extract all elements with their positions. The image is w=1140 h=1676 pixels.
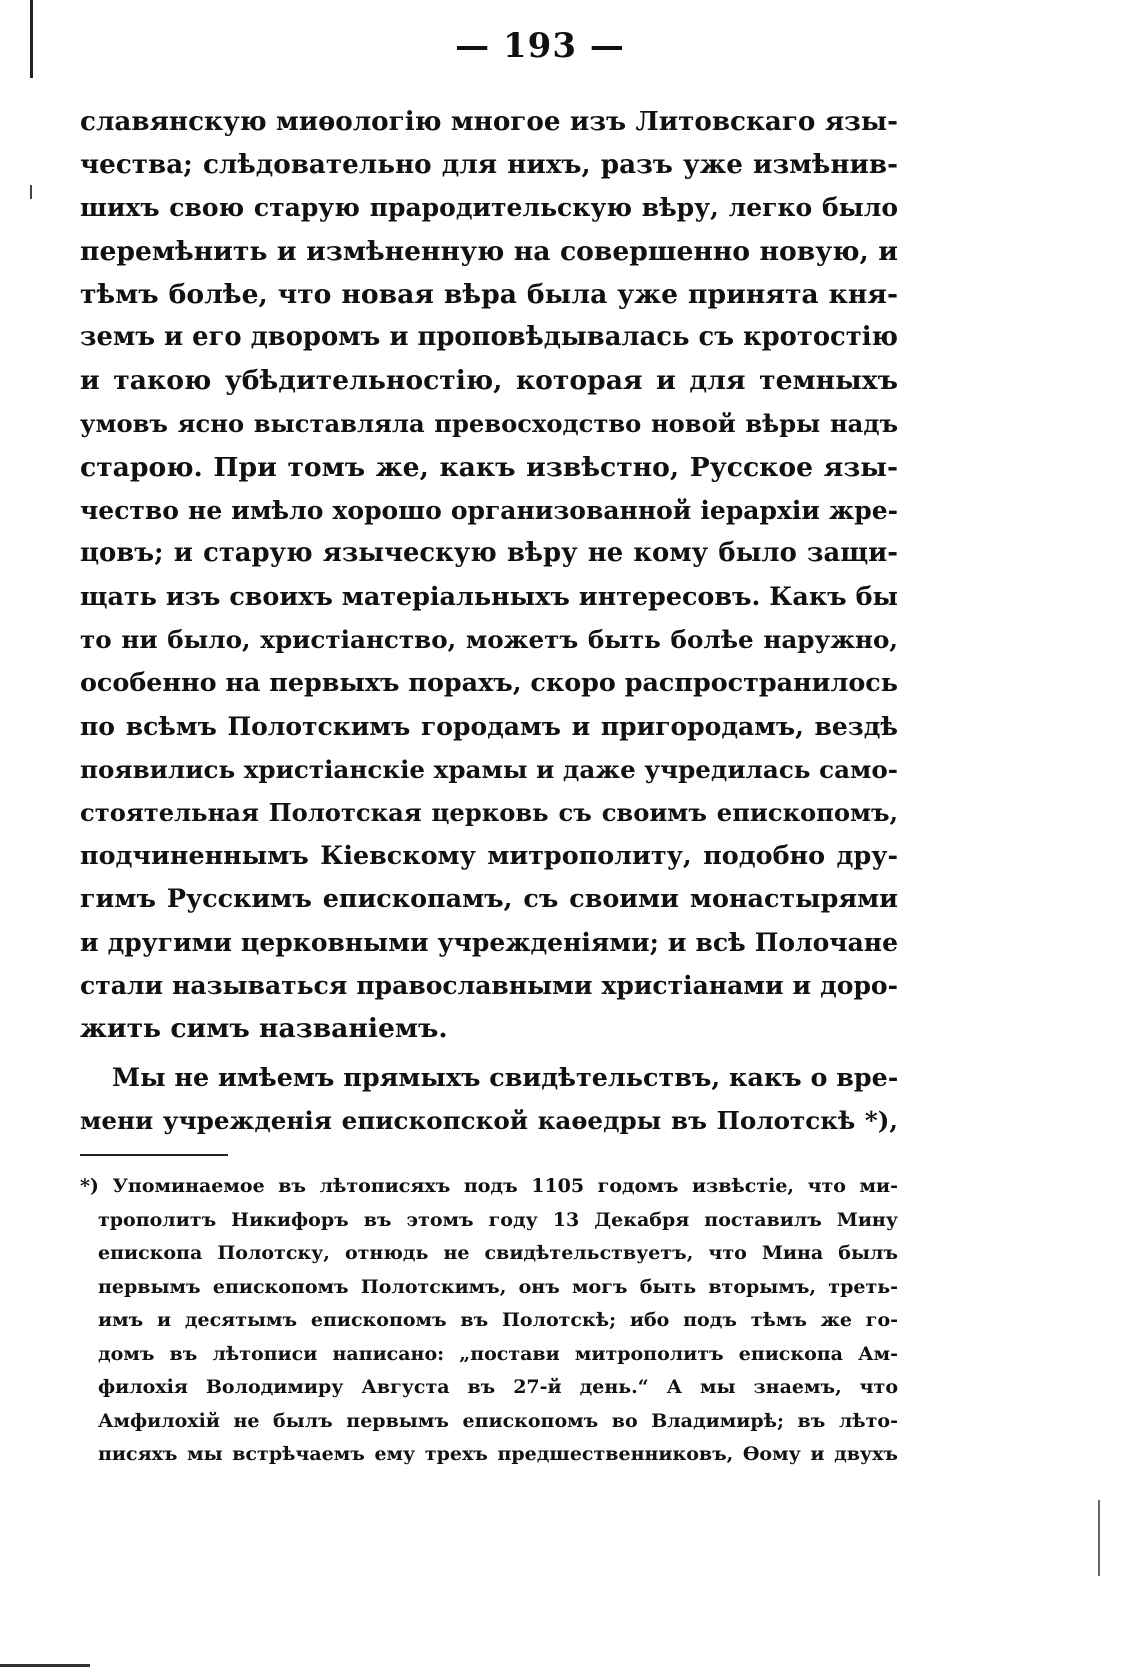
text-line: особенно на первыхъ порахъ, скоро распространилось (80, 667, 898, 698)
page-number: — 193 — (455, 26, 625, 66)
text-line: старою. При томъ же, какъ извѣстно, Русское язы- (80, 451, 898, 483)
text-line: мени учрежденія епископской каѳедры въ Полотскѣ *), (80, 1106, 898, 1136)
footnote-line: филохія Володимиру Августа въ 27-й день.“ А мы знаемъ, что (98, 1376, 898, 1398)
text-line: жить симъ названіемъ. (80, 1012, 448, 1044)
text-line: и такою убѣдительностію, которая и для темныхъ (80, 365, 898, 397)
footnote-line: имъ и десятымъ епископомъ въ Полотскѣ; ибо подъ тѣмъ же го- (98, 1309, 898, 1331)
text-line: стоятельная Полотская церковь съ своимъ епископомъ, (80, 798, 898, 827)
text-line: то ни было, христіанство, можетъ быть болѣе наружно, (80, 625, 898, 655)
text-line: появились христіанскіе храмы и даже учредилась само- (80, 754, 898, 784)
footnote-line: Амфилохій не былъ первымъ епископомъ во Владимирѣ; въ лѣто- (98, 1409, 898, 1432)
text-line: стали называться православными христіанами и доро- (80, 970, 898, 1000)
text-line: и другими церковными учрежденіями; и всѣ Полочане (80, 927, 898, 957)
text-line: чества; слѣдовательно для нихъ, разъ уже измѣнив- (80, 149, 898, 181)
text-line: гимъ Русскимъ епископамъ, съ своими монастырями (80, 883, 898, 914)
scan-edge-mark (0, 1664, 90, 1667)
text-line: чество не имѣло хорошо организованной іерархіи жре- (80, 495, 898, 525)
text-line: тѣмъ болѣе, что новая вѣра была уже принята кня- (80, 278, 898, 310)
body-text (80, 100, 898, 1143)
text-line: земъ и его дворомъ и проповѣдывалась съ кротостію (80, 321, 898, 352)
text-line: умовъ ясно выставляла превосходство новой вѣры надъ (80, 409, 898, 439)
text-line: подчиненнымъ Кіевскому митрополиту, подобно дру- (80, 840, 898, 871)
text-line: шихъ свою старую прародительскую вѣру, легко было (80, 193, 898, 223)
footnote-separator (80, 1154, 228, 1156)
footnote-line: *) Упоминаемое въ лѣтописяхъ подъ 1105 годомъ извѣстіе, что ми- (80, 1175, 898, 1197)
text-line: щать изъ своихъ матеріальныхъ интересовъ. Какъ бы (80, 581, 898, 612)
paragraph-1 (80, 100, 898, 1050)
footnote (80, 1170, 898, 1472)
footnote-line: трополитъ Никифоръ въ этомъ году 13 Декабря поставилъ Мину (98, 1208, 898, 1231)
text-line: славянскую миѳологію многое изъ Литовскаго язы- (80, 106, 898, 137)
footnote-line: писяхъ мы встрѣчаемъ ему трехъ предшественниковъ, Ѳому и двухъ (98, 1443, 898, 1465)
text-line: цовъ; и старую языческую вѣру не кому было защи- (80, 537, 898, 568)
scan-edge-mark (1098, 1500, 1100, 1576)
text-line: перемѣнить и измѣненную на совершенно новую, и (80, 235, 898, 267)
text-line: по всѣмъ Полотскимъ городамъ и пригородамъ, вездѣ (80, 711, 898, 741)
footnote-line: первымъ епископомъ Полотскимъ, онъ могъ быть вторымъ, треть- (98, 1275, 898, 1298)
footnote-line: епископа Полотску, отнюдь не свидѣтельствуетъ, что Мина былъ (98, 1242, 898, 1264)
scan-edge-mark (30, 185, 32, 199)
footnote-line: домъ въ лѣтописи написано: „постави митрополитъ епископа Ам- (98, 1342, 898, 1365)
paragraph-2 (80, 1056, 898, 1142)
text-line: Мы не имѣемъ прямыхъ свидѣтельствъ, какъ о вре- (112, 1062, 899, 1093)
